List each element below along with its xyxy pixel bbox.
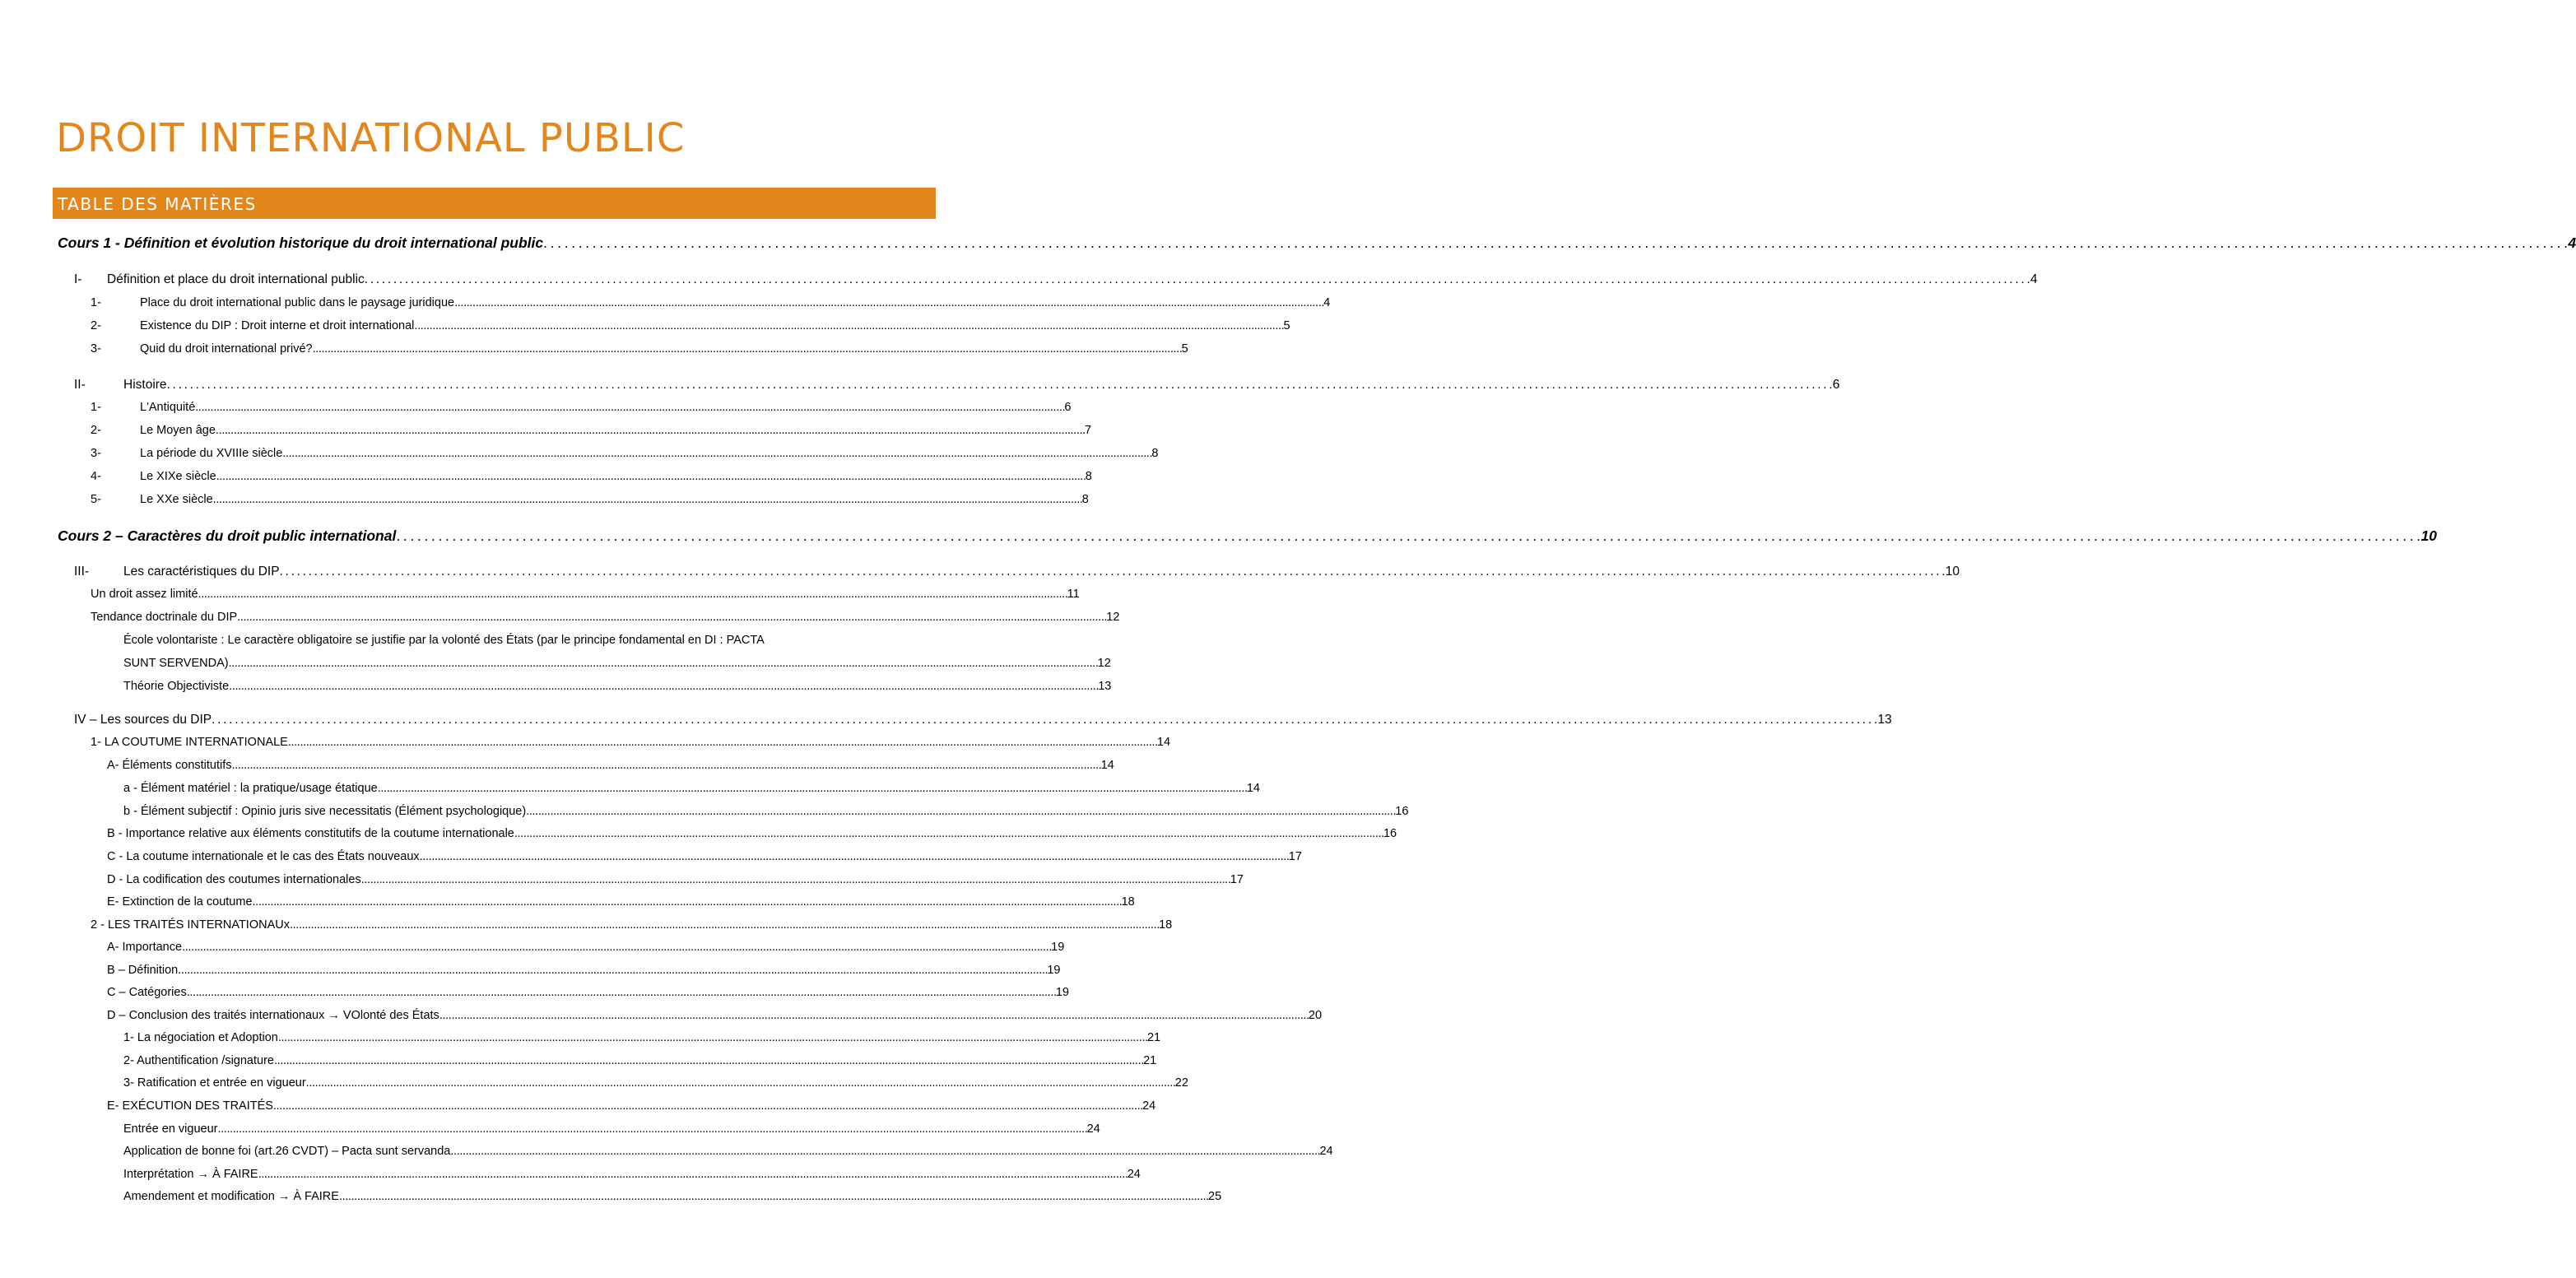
toc-entry[interactable]: [123, 1031, 1161, 1044]
dot-leader: [454, 296, 1323, 309]
dot-leader: [339, 1190, 1207, 1203]
toc-page-number: 11: [1067, 588, 1080, 601]
toc-entry-number: 3-: [91, 447, 101, 460]
toc-page-number: 4: [2568, 235, 2576, 251]
toc-entry-text: Théorie Objectiviste: [123, 680, 230, 693]
toc-entry[interactable]: [107, 827, 1397, 840]
dot-leader: [396, 527, 2420, 545]
toc-entry[interactable]: [123, 1076, 1188, 1090]
toc-entry-number: III-: [74, 565, 90, 579]
dot-leader: [273, 1099, 1142, 1113]
toc-page-number: 5: [1181, 342, 1188, 356]
dot-leader: [217, 1122, 1086, 1136]
toc-entry-number: 3-: [91, 342, 101, 356]
toc-page-number: 6: [1832, 378, 1840, 392]
toc-entry[interactable]: [91, 447, 1159, 460]
toc-page-number: 6: [1064, 401, 1072, 414]
toc-page-number: 24: [1086, 1122, 1100, 1136]
toc-entry[interactable]: [123, 1054, 1157, 1067]
toc-entry-text: Cours 2 – Caractères du droit public international: [58, 527, 397, 544]
toc-entry-text: 2- Authentification /signature: [123, 1054, 274, 1067]
dot-leader: [420, 850, 1288, 863]
toc-entry-text: L'Antiquité: [140, 401, 196, 414]
toc-page-number: 14: [1100, 759, 1114, 772]
dot-leader: [274, 1054, 1142, 1067]
dot-leader: [216, 424, 1084, 437]
toc-entry-text: 3- Ratification et entrée en vigueur: [123, 1076, 306, 1090]
toc-entry[interactable]: [107, 850, 1302, 863]
dot-leader: [290, 918, 1158, 932]
toc-entry-number: 1-: [91, 401, 101, 414]
toc-page-number: 18: [1159, 918, 1173, 932]
toc-entry-text-continued: SUNT SERVENDA): [123, 657, 229, 670]
toc-entry[interactable]: [107, 895, 1135, 909]
dot-leader: [212, 713, 1876, 727]
dot-leader: [182, 941, 1050, 954]
dot-leader: [288, 736, 1156, 749]
toc-entry-text: 2 - LES TRAITÉS INTERNATIONAUx: [91, 918, 290, 932]
toc-entry[interactable]: [74, 713, 1892, 727]
toc-entry-text: B – Définition: [107, 964, 179, 977]
dot-leader: [280, 565, 1945, 579]
dot-leader: [365, 272, 2030, 287]
toc-entry-text: Le XXe siècle: [140, 493, 213, 506]
dot-leader: [278, 1031, 1146, 1044]
toc-entry-text: Quid du droit international privé?: [140, 342, 313, 356]
toc-entry[interactable]: [91, 736, 1171, 749]
toc-entry[interactable]: [107, 986, 1069, 999]
toc-entry[interactable]: [91, 319, 1290, 332]
toc-entry[interactable]: [107, 1009, 1323, 1022]
toc-entry[interactable]: [107, 759, 1114, 772]
toc-entry-text: Un droit assez limité: [91, 588, 198, 601]
toc-entry-number: I-: [74, 272, 82, 286]
toc-entry[interactable]: [74, 378, 1840, 393]
toc-entry[interactable]: [123, 680, 1112, 693]
toc-entry[interactable]: [123, 1122, 1100, 1136]
dot-leader: [258, 1168, 1127, 1181]
dot-leader: [198, 588, 1067, 601]
toc-entry[interactable]: [123, 634, 928, 647]
dot-leader: [167, 378, 1832, 393]
dot-leader: [178, 964, 1046, 977]
dot-leader: [187, 986, 1055, 999]
toc-entry[interactable]: [91, 588, 1080, 601]
dot-leader: [414, 319, 1282, 332]
dot-leader: [450, 1145, 1318, 1158]
toc-entry[interactable]: [74, 272, 2038, 287]
toc-page-number: 21: [1146, 1031, 1161, 1044]
toc-entry[interactable]: [107, 873, 1244, 886]
dot-leader: [439, 1009, 1308, 1022]
toc-entry[interactable]: [91, 493, 1089, 506]
toc-entry[interactable]: [123, 1190, 1222, 1203]
toc-entry-text: Le Moyen âge: [140, 424, 216, 437]
toc-page-number: 16: [1383, 827, 1397, 840]
toc-entry[interactable]: [107, 964, 1061, 977]
toc-page-number: 8: [1085, 470, 1092, 483]
toc-page-number: 8: [1151, 447, 1159, 460]
toc-page-number: 19: [1055, 986, 1069, 999]
toc-page-number: 21: [1143, 1054, 1157, 1067]
dot-leader: [282, 447, 1151, 460]
toc-page-number: 24: [1127, 1168, 1141, 1181]
toc-entry-text: Entrée en vigueur: [123, 1122, 218, 1136]
toc-page-number: 13: [1877, 713, 1892, 727]
toc-entry[interactable]: [123, 782, 1260, 795]
toc-entry-text: Existence du DIP : Droit interne et droit international: [140, 319, 415, 332]
toc-page-number: 19: [1051, 941, 1065, 954]
toc-entry[interactable]: [91, 342, 1188, 356]
toc-entry-number: II-: [74, 378, 86, 392]
toc-page-number: 22: [1174, 1076, 1188, 1090]
dot-leader: [526, 805, 1394, 818]
toc-entry-text: A- Éléments constitutifs: [107, 759, 232, 772]
toc-page-number: 4: [2030, 272, 2038, 286]
toc-entry-number: 4-: [91, 470, 101, 483]
dot-leader: [213, 493, 1081, 506]
toc-entry-text: Place du droit international public dans le paysage juridique: [140, 296, 455, 309]
toc-entry[interactable]: [74, 565, 1960, 579]
toc-heading: TABLE DES MATIÈRES: [53, 188, 936, 219]
toc-entry-text: Cours 1 - Définition et évolution historique du droit international public: [58, 235, 544, 251]
toc-page-number: 18: [1121, 895, 1135, 909]
dot-leader: [543, 235, 2567, 252]
toc-entry-number: 2-: [91, 424, 101, 437]
dot-leader: [216, 470, 1085, 483]
toc-entry-text: C - La coutume internationale et le cas des États nouveaux: [107, 850, 420, 863]
dot-leader: [306, 1076, 1174, 1090]
toc-page-number: 16: [1395, 805, 1409, 818]
dot-leader: [195, 401, 1063, 414]
toc-entry[interactable]: [58, 235, 2576, 252]
toc-entry-text: 1- LA COUTUME INTERNATIONALE: [91, 736, 288, 749]
toc-page-number: 17: [1288, 850, 1302, 863]
toc-entry[interactable]: [123, 1168, 1141, 1181]
toc-entry-text: a - Élément matériel : la pratique/usage étatique: [123, 782, 378, 795]
toc-entry-text: D – Conclusion des traités internationaux → VOlonté des États: [107, 1009, 439, 1022]
page-title: DROIT INTERNATIONAL PUBLIC: [56, 115, 686, 161]
toc-entry[interactable]: [91, 470, 1092, 483]
toc-entry-text: B - Importance relative aux éléments constitutifs de la coutume internationale: [107, 827, 514, 840]
toc-entry-text: Les caractéristiques du DIP: [123, 565, 280, 579]
toc-entry-text: C – Catégories: [107, 986, 187, 999]
toc-entry-number: 2-: [91, 319, 101, 332]
toc-page-number: 24: [1142, 1099, 1156, 1113]
toc-entry-text: Histoire: [123, 378, 167, 392]
dot-leader: [237, 611, 1105, 624]
toc-entry-number: 5-: [91, 493, 101, 506]
toc-entry-text: E- EXÉCUTION DES TRAITÉS: [107, 1099, 273, 1113]
dot-leader: [313, 342, 1181, 356]
dot-leader: [253, 895, 1121, 909]
dot-leader: [232, 759, 1100, 772]
toc-entry-text: A- Importance: [107, 941, 183, 954]
toc-entry-text: E- Extinction de la coutume: [107, 895, 253, 909]
toc-entry-text: La période du XVIIIe siècle: [140, 447, 283, 460]
toc-entry[interactable]: [58, 527, 2438, 545]
toc-entry-text: Tendance doctrinale du DIP: [91, 611, 238, 624]
toc-page-number: 12: [1106, 611, 1120, 624]
toc-entry-text: D - La codification des coutumes internationales: [107, 873, 361, 886]
toc-page-number: 10: [1945, 565, 1960, 579]
toc-page-number: 25: [1208, 1190, 1222, 1203]
toc-entry-text: IV – Les sources du DIP: [74, 713, 212, 727]
toc-entry-text: Amendement et modification → À FAIRE: [123, 1190, 339, 1203]
toc-entry[interactable]: [91, 401, 1072, 414]
toc-entry[interactable]: [123, 805, 1409, 818]
toc-page-number: 7: [1085, 424, 1092, 437]
dot-leader: [229, 680, 1097, 693]
dot-leader: [378, 782, 1246, 795]
toc-entry-text: 1- La négociation et Adoption: [123, 1031, 278, 1044]
toc-page-number: 13: [1098, 680, 1112, 693]
toc-page-number: 14: [1156, 736, 1171, 749]
toc-page-number: 4: [1323, 296, 1331, 309]
toc-entry[interactable]: [91, 296, 1331, 309]
toc-entry-text: Interprétation → À FAIRE: [123, 1168, 258, 1181]
dot-leader: [514, 827, 1383, 840]
toc-entry-text: Application de bonne foi (art.26 CVDT) – Pacta sunt servanda: [123, 1145, 451, 1158]
toc-entry-text: b - Élément subjectif : Opinio juris sive necessitatis (Élément psychologique): [123, 805, 527, 818]
toc-page-number: 8: [1081, 493, 1089, 506]
toc-entry-text: Définition et place du droit international public: [107, 272, 365, 286]
toc-entry-continued[interactable]: [123, 657, 1111, 670]
toc-page-number: 14: [1246, 782, 1260, 795]
toc-page-number: 10: [2420, 527, 2438, 544]
toc-entry-text: École volontariste : Le caractère obligatoire se justifie par la volonté des États (par le principe fondamental en DI : PACTA: [123, 634, 765, 647]
toc-page-number: 12: [1097, 657, 1111, 670]
toc-entry[interactable]: [91, 611, 1120, 624]
toc-entry[interactable]: [107, 941, 1065, 954]
toc-entry[interactable]: [107, 1099, 1156, 1113]
toc-page-number: 19: [1047, 964, 1061, 977]
toc-page-number: 17: [1230, 873, 1244, 886]
toc-entry[interactable]: [91, 424, 1092, 437]
toc-entry[interactable]: [123, 1145, 1333, 1158]
toc-entry[interactable]: [91, 918, 1173, 932]
toc-page-number: 20: [1308, 1009, 1323, 1022]
toc-entry-text: Le XIXe siècle: [140, 470, 216, 483]
dot-leader: [229, 657, 1097, 670]
toc-page-number: 5: [1283, 319, 1290, 332]
toc-entry-number: 1-: [91, 296, 101, 309]
dot-leader: [361, 873, 1230, 886]
toc-page-number: 24: [1319, 1145, 1333, 1158]
